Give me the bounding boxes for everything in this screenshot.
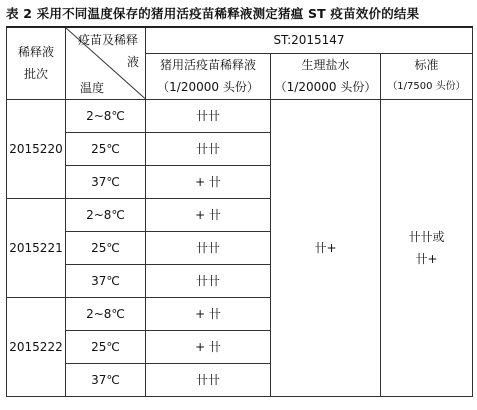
diagonal-header-cell bbox=[66, 27, 146, 99]
results-table bbox=[6, 26, 473, 397]
temp-cell: 2~8℃ bbox=[66, 198, 146, 231]
temp-cell: 25℃ bbox=[66, 231, 146, 264]
result-cell: + 卄 bbox=[146, 198, 271, 231]
col-header-saline bbox=[271, 53, 381, 99]
temp-cell: 25℃ bbox=[66, 132, 146, 165]
saline-result-cell: 卄+ bbox=[271, 99, 381, 396]
result-cell: + 卄 bbox=[146, 297, 271, 330]
col-header-saline-name: 生理盐水 bbox=[301, 58, 350, 72]
col-header-diluent bbox=[146, 53, 271, 99]
diagonal-header-top: 疫苗及稀释 bbox=[78, 33, 139, 47]
diagonal-header-bottom: 温度 bbox=[80, 81, 105, 95]
temp-cell: 37℃ bbox=[66, 363, 146, 396]
col-header-standard-name: 标准 bbox=[414, 58, 439, 72]
temp-cell: 37℃ bbox=[66, 165, 146, 198]
col-header-standard-dose: （1/7500 头份） bbox=[387, 81, 466, 92]
st-header: ST:2015147 bbox=[146, 27, 473, 53]
standard-result-line1: 卄卄或 bbox=[408, 229, 445, 244]
result-cell: 卄卄 bbox=[146, 363, 271, 396]
temp-cell: 2~8℃ bbox=[66, 99, 146, 132]
standard-result-cell bbox=[381, 99, 473, 396]
result-cell: 卄卄 bbox=[146, 231, 271, 264]
batch-cell: 2015222 bbox=[7, 297, 66, 396]
temp-cell: 25℃ bbox=[66, 330, 146, 363]
batch-header-line1: 稀释液 bbox=[17, 45, 54, 60]
batch-header-cell bbox=[7, 27, 66, 99]
result-cell: 卄卄 bbox=[146, 132, 271, 165]
result-cell: 卄卄 bbox=[146, 264, 271, 297]
table-caption: 表 2 采用不同温度保存的猪用活疫苗稀释液测定猪瘟 ST 疫苗效价的结果 bbox=[6, 6, 420, 21]
batch-header-line2: 批次 bbox=[23, 67, 48, 82]
result-cell: + 卄 bbox=[146, 330, 271, 363]
col-header-saline-dose: （1/20000 头份） bbox=[274, 80, 377, 94]
temp-cell: 2~8℃ bbox=[66, 297, 146, 330]
col-header-diluent-name: 猪用活疫苗稀释液 bbox=[159, 58, 256, 72]
col-header-diluent-dose: （1/20000 头份） bbox=[157, 80, 259, 94]
result-cell: + 卄 bbox=[146, 165, 271, 198]
standard-result-line2: 卄+ bbox=[415, 251, 438, 266]
batch-cell: 2015220 bbox=[7, 99, 66, 198]
diagonal-header-mid: 液 bbox=[126, 55, 139, 69]
batch-cell: 2015221 bbox=[7, 198, 66, 297]
result-cell: 卄卄 bbox=[146, 99, 271, 132]
col-header-standard bbox=[381, 53, 473, 99]
temp-cell: 37℃ bbox=[66, 264, 146, 297]
